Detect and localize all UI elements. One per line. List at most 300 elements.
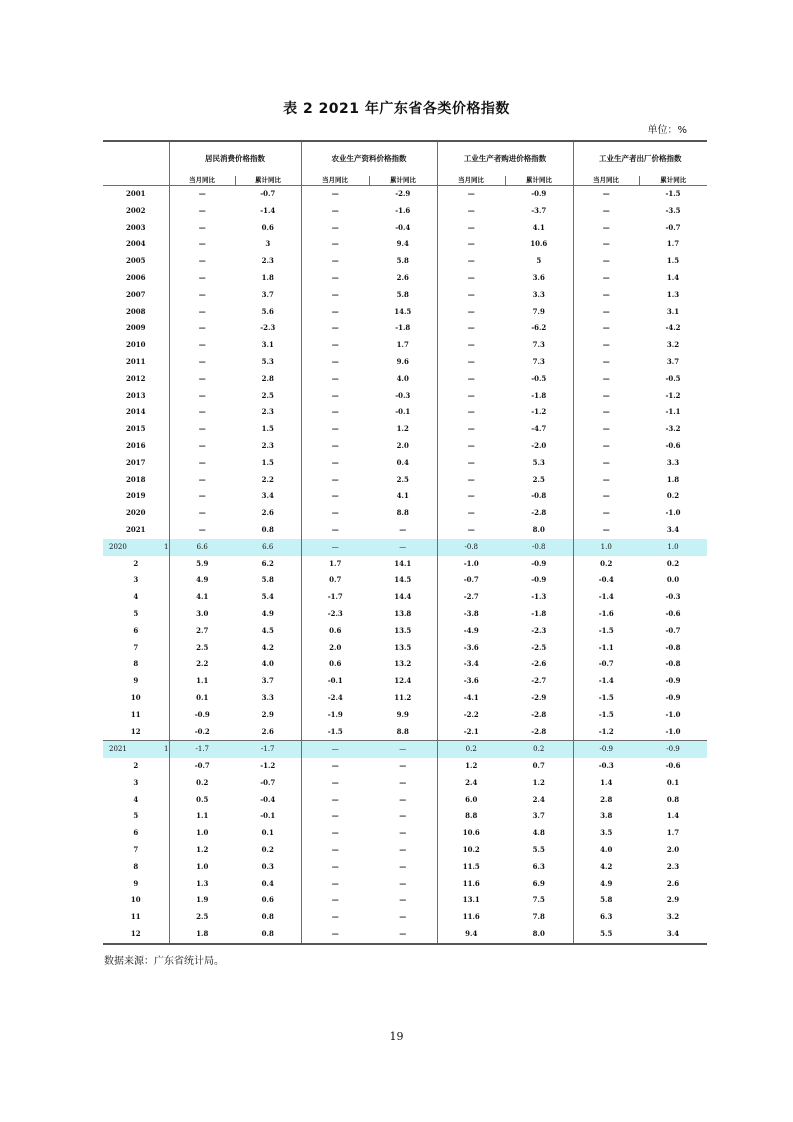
value-cell: 6.3	[505, 859, 573, 876]
value-cell: —	[369, 792, 437, 809]
annual-row	[103, 287, 707, 304]
value-cell: 0.8	[666, 794, 680, 804]
row-year: 2006	[126, 272, 146, 282]
value-cell: —	[369, 522, 437, 539]
row-year: 2013	[126, 390, 146, 400]
monthly-row-2021	[103, 909, 707, 926]
value-cell: -1.8	[505, 388, 573, 405]
value-cell: -1.2	[598, 726, 614, 736]
value-cell: 0.7	[329, 575, 342, 585]
value-cell: -1.0	[665, 709, 681, 719]
value-cell: —	[602, 508, 610, 518]
value-cell: 3.1	[235, 337, 301, 354]
value-cell: 9.4	[437, 926, 505, 944]
value-cell: 1.4	[666, 811, 680, 821]
row-year: 2021	[126, 524, 146, 534]
value-cell: 11.6	[462, 912, 480, 922]
value-cell: -0.9	[573, 741, 639, 758]
value-cell: 9.6	[369, 354, 437, 371]
value-cell: 1.2	[369, 421, 437, 438]
value-cell: —	[331, 390, 339, 400]
value-cell: -2.1	[463, 726, 479, 736]
row-year: 2016	[126, 440, 146, 450]
value-cell: 5.8	[369, 253, 437, 270]
value-cell: -1.9	[327, 709, 343, 719]
value-cell: 0.1	[235, 825, 301, 842]
monthly-row-2020	[103, 572, 707, 589]
value-cell: -1.5	[598, 692, 614, 702]
value-cell: 1.7	[666, 239, 680, 249]
value-cell: 2.6	[235, 724, 301, 741]
value-cell: 8.8	[369, 724, 437, 741]
value-cell: 7.3	[505, 354, 573, 371]
sub-header-cumulative: 累计同比	[369, 176, 437, 186]
value-cell: 0.2	[666, 491, 680, 501]
value-cell: 0.8	[235, 926, 301, 944]
value-cell: —	[602, 457, 610, 467]
row-label	[103, 270, 169, 287]
row-label	[103, 606, 169, 623]
row-label	[103, 522, 169, 539]
value-cell: 8.0	[505, 522, 573, 539]
value-cell: —	[331, 256, 339, 266]
value-cell: 1.1	[196, 811, 209, 821]
row-month: 1	[164, 745, 169, 754]
value-cell: —	[331, 222, 339, 232]
value-cell: -2.9	[369, 186, 437, 203]
annual-row	[103, 522, 707, 539]
value-cell: -0.8	[665, 659, 681, 669]
value-cell: 3.7	[505, 808, 573, 825]
row-label	[103, 589, 169, 606]
value-cell: 6.3	[600, 912, 613, 922]
value-cell: 6.2	[235, 556, 301, 573]
value-cell: —	[602, 289, 610, 299]
value-cell: 7.5	[505, 892, 573, 909]
value-cell: -0.1	[327, 676, 343, 686]
value-cell: 0.4	[235, 876, 301, 893]
value-cell: —	[467, 306, 475, 316]
value-cell: 1.7	[369, 337, 437, 354]
value-cell: —	[198, 272, 206, 282]
monthly-row-2020	[103, 707, 707, 724]
value-cell: —	[198, 356, 206, 366]
row-label	[103, 354, 169, 371]
value-cell: -3.2	[665, 424, 681, 434]
value-cell: -0.7	[235, 186, 301, 203]
header-cpi: 居民消费价格指数	[169, 141, 301, 176]
row-month: 4	[133, 592, 139, 602]
row-month: 9	[133, 878, 139, 888]
row-label	[103, 304, 169, 321]
row-year: 2002	[126, 205, 146, 215]
sub-header-cumulative: 累计同比	[505, 176, 573, 186]
value-cell: —	[467, 272, 475, 282]
value-cell: -4.2	[665, 323, 681, 333]
value-cell: 7.3	[505, 337, 573, 354]
value-cell: -2.7	[463, 592, 479, 602]
annual-row	[103, 337, 707, 354]
value-cell: —	[602, 440, 610, 450]
value-cell: 3.7	[235, 673, 301, 690]
value-cell: -0.3	[598, 761, 614, 771]
value-cell: 1.5	[235, 421, 301, 438]
row-year: 2014	[126, 407, 146, 417]
value-cell: 4.9	[196, 575, 209, 585]
value-cell: —	[331, 491, 339, 501]
annual-row	[103, 270, 707, 287]
value-cell: -0.3	[665, 592, 681, 602]
value-cell: -0.3	[369, 388, 437, 405]
value-cell: —	[467, 256, 475, 266]
value-cell: -4.9	[463, 625, 479, 635]
value-cell: —	[301, 926, 369, 944]
value-cell: —	[369, 909, 437, 926]
row-label	[103, 859, 169, 876]
value-cell: -0.9	[665, 676, 681, 686]
monthly-row-2021	[103, 758, 707, 775]
value-cell: -0.4	[235, 792, 301, 809]
value-cell: 3.1	[666, 306, 680, 316]
value-cell: -1.1	[665, 407, 681, 417]
row-month: 10	[130, 895, 141, 905]
row-label	[103, 724, 169, 741]
row-year: 2017	[126, 457, 146, 467]
row-label	[103, 741, 169, 758]
value-cell: 2.8	[600, 794, 613, 804]
value-cell: 10.6	[505, 236, 573, 253]
value-cell: —	[331, 373, 339, 383]
value-cell: -2.8	[505, 505, 573, 522]
value-cell: —	[198, 205, 206, 215]
value-cell: -1.8	[505, 606, 573, 623]
annual-row	[103, 388, 707, 405]
row-label	[103, 707, 169, 724]
value-cell: 4.5	[235, 623, 301, 640]
row-month: 7	[133, 642, 139, 652]
value-cell: -3.8	[463, 608, 479, 618]
value-cell: —	[198, 440, 206, 450]
value-cell: 4.2	[235, 640, 301, 657]
value-cell: -1.7	[169, 741, 235, 758]
price-index-table	[103, 140, 707, 945]
value-cell: 0.2	[437, 741, 505, 758]
row-label	[103, 758, 169, 775]
value-cell: -0.1	[235, 808, 301, 825]
value-cell: 10.2	[462, 845, 480, 855]
value-cell: -0.6	[665, 440, 681, 450]
monthly-row-2020	[103, 656, 707, 673]
value-cell: 2.5	[235, 388, 301, 405]
monthly-row-2021	[103, 741, 707, 758]
row-label	[103, 488, 169, 505]
value-cell: -0.5	[665, 373, 681, 383]
row-label	[103, 438, 169, 455]
value-cell: —	[331, 761, 339, 771]
value-cell: 0.8	[235, 909, 301, 926]
annual-row	[103, 438, 707, 455]
value-cell: 14.5	[369, 572, 437, 589]
value-cell: 0.2	[235, 842, 301, 859]
value-cell: —	[467, 356, 475, 366]
row-label	[103, 320, 169, 337]
row-label	[103, 186, 169, 203]
value-cell: -1.6	[598, 608, 614, 618]
value-cell: 0.2	[505, 741, 573, 758]
value-cell: 0.5	[196, 794, 209, 804]
value-cell: —	[467, 340, 475, 350]
value-cell: —	[467, 491, 475, 501]
annual-row	[103, 354, 707, 371]
value-cell: 0.3	[235, 859, 301, 876]
monthly-row-2021	[103, 859, 707, 876]
value-cell: —	[467, 189, 475, 198]
value-cell: —	[602, 407, 610, 417]
value-cell: -1.6	[369, 203, 437, 220]
annual-row	[103, 505, 707, 522]
annual-row	[103, 253, 707, 270]
value-cell: —	[369, 825, 437, 842]
value-cell: 8.8	[465, 811, 478, 821]
value-cell: -2.8	[505, 724, 573, 741]
value-cell: 0.8	[235, 522, 301, 539]
value-cell: 1.8	[169, 926, 235, 944]
value-cell: -2.3	[327, 608, 343, 618]
row-label	[103, 775, 169, 792]
value-cell: -1.3	[505, 589, 573, 606]
value-cell: -1.7	[327, 592, 343, 602]
value-cell: 8.0	[505, 926, 573, 944]
row-label	[103, 404, 169, 421]
value-cell: —	[467, 474, 475, 484]
value-cell: —	[467, 440, 475, 450]
row-label	[103, 640, 169, 657]
value-cell: -1.5	[665, 189, 681, 198]
value-cell: -1.2	[505, 404, 573, 421]
row-label	[103, 690, 169, 707]
value-cell: -2.4	[327, 692, 343, 702]
sub-header-monthly: 当月同比	[437, 176, 505, 186]
monthly-row-2020	[103, 673, 707, 690]
value-cell: 3.8	[600, 811, 613, 821]
value-cell: 11.2	[369, 690, 437, 707]
value-cell: 2.0	[369, 438, 437, 455]
value-cell: —	[198, 474, 206, 484]
value-cell: —	[331, 794, 339, 804]
value-cell: -3.5	[665, 205, 681, 215]
value-cell: 3.0	[196, 608, 209, 618]
annual-row	[103, 220, 707, 237]
value-cell: 0.2	[600, 558, 613, 568]
value-cell: -0.9	[505, 572, 573, 589]
row-label	[103, 556, 169, 573]
value-cell: 0.2	[666, 558, 680, 568]
value-cell: 5.4	[235, 589, 301, 606]
value-cell: 1.0	[196, 828, 209, 838]
value-cell: —	[198, 340, 206, 350]
value-cell: 3.2	[666, 912, 680, 922]
annual-row	[103, 236, 707, 253]
value-cell: 0.6	[329, 659, 342, 669]
value-cell: 6.6	[169, 539, 235, 556]
value-cell: —	[331, 861, 339, 871]
value-cell: —	[602, 272, 610, 282]
value-cell: 13.2	[369, 656, 437, 673]
value-cell: 1.2	[196, 845, 209, 855]
value-cell: 0.0	[666, 575, 680, 585]
value-cell: —	[369, 876, 437, 893]
value-cell: 0.4	[369, 455, 437, 472]
value-cell: —	[602, 306, 610, 316]
value-cell: -3.6	[463, 642, 479, 652]
value-cell: 0.6	[235, 220, 301, 237]
annual-row	[103, 472, 707, 489]
value-cell: 3.7	[235, 287, 301, 304]
value-cell: 7.8	[505, 909, 573, 926]
value-cell: -1.5	[598, 709, 614, 719]
page-number: 19	[389, 1030, 404, 1043]
value-cell: 2.5	[196, 642, 209, 652]
data-source-note: 数据来源：广东省统计局。	[104, 956, 224, 967]
value-cell: 5	[505, 253, 573, 270]
value-cell: —	[467, 407, 475, 417]
value-cell: 1.8	[666, 474, 680, 484]
row-year: 2001	[126, 189, 146, 198]
value-cell: 3.3	[235, 690, 301, 707]
value-cell: -1.5	[598, 625, 614, 635]
value-cell: -0.1	[369, 404, 437, 421]
row-month: 2	[133, 558, 139, 568]
value-cell: —	[331, 323, 339, 333]
value-cell: -0.7	[194, 761, 210, 771]
row-label	[103, 572, 169, 589]
value-cell: —	[467, 508, 475, 518]
value-cell: -6.2	[505, 320, 573, 337]
row-month: 9	[133, 676, 139, 686]
value-cell: —	[369, 859, 437, 876]
row-month: 5	[133, 811, 139, 821]
table-title: 表 2 2021 年广东省各类价格指数	[283, 101, 510, 117]
row-label	[103, 220, 169, 237]
value-cell: -0.6	[665, 608, 681, 618]
row-month: 12	[130, 726, 141, 736]
value-cell: -0.8	[437, 539, 505, 556]
value-cell: —	[369, 539, 437, 556]
row-month: 8	[133, 659, 139, 669]
row-month: 3	[133, 777, 139, 787]
value-cell: —	[467, 323, 475, 333]
value-cell: —	[602, 373, 610, 383]
value-cell: —	[602, 189, 610, 198]
value-cell: —	[331, 289, 339, 299]
row-label	[103, 623, 169, 640]
group-header-row	[103, 141, 707, 176]
value-cell: 1.8	[235, 270, 301, 287]
value-cell: -4.1	[463, 692, 479, 702]
row-year: 2011	[126, 356, 146, 366]
value-cell: 5.6	[235, 304, 301, 321]
value-cell: —	[301, 741, 369, 758]
value-cell: 1.5	[235, 455, 301, 472]
row-label	[103, 825, 169, 842]
value-cell: 2.2	[196, 659, 209, 669]
value-cell: —	[331, 508, 339, 518]
value-cell: —	[467, 524, 475, 534]
row-label	[103, 236, 169, 253]
monthly-row-2021	[103, 842, 707, 859]
value-cell: —	[467, 239, 475, 249]
value-cell: -2.0	[505, 438, 573, 455]
row-label	[103, 287, 169, 304]
value-cell: 0.1	[666, 777, 680, 787]
value-cell: 4.9	[600, 878, 613, 888]
value-cell: —	[331, 340, 339, 350]
value-cell: 2.0	[666, 845, 680, 855]
value-cell: —	[331, 777, 339, 787]
value-cell: —	[602, 424, 610, 434]
monthly-row-2020	[103, 623, 707, 640]
row-label	[103, 673, 169, 690]
value-cell: 7.9	[505, 304, 573, 321]
value-cell: —	[602, 323, 610, 333]
value-cell: —	[602, 524, 610, 534]
annual-row	[103, 186, 707, 203]
value-cell: 1.0	[639, 539, 707, 556]
row-month: 11	[130, 912, 141, 922]
sub-header-monthly: 当月同比	[169, 176, 235, 186]
value-cell: —	[198, 508, 206, 518]
row-label	[103, 926, 169, 944]
value-cell: 1.7	[666, 828, 680, 838]
row-month: 7	[133, 845, 139, 855]
value-cell: 3.5	[600, 828, 613, 838]
row-label	[103, 505, 169, 522]
value-cell: 2.6	[666, 878, 680, 888]
value-cell: -4.7	[505, 421, 573, 438]
value-cell: —	[369, 808, 437, 825]
value-cell: 4.1	[196, 592, 209, 602]
value-cell: 4.9	[235, 606, 301, 623]
annual-row	[103, 203, 707, 220]
value-cell: -3.6	[463, 676, 479, 686]
value-cell: 6.6	[235, 539, 301, 556]
value-cell: -2.8	[505, 707, 573, 724]
value-cell: 4.8	[505, 825, 573, 842]
row-month: 4	[133, 794, 139, 804]
value-cell: —	[467, 222, 475, 232]
row-month: 3	[133, 575, 139, 585]
value-cell: -1.2	[235, 758, 301, 775]
value-cell: —	[198, 222, 206, 232]
value-cell: -0.7	[463, 575, 479, 585]
annual-row	[103, 371, 707, 388]
value-cell: -0.7	[665, 625, 681, 635]
value-cell: -2.5	[505, 640, 573, 657]
value-cell: —	[331, 474, 339, 484]
corner-cell	[103, 176, 169, 186]
value-cell: 5.3	[235, 354, 301, 371]
value-cell: 3.3	[666, 457, 680, 467]
value-cell: —	[467, 390, 475, 400]
value-cell: -0.4	[369, 220, 437, 237]
value-cell: —	[369, 842, 437, 859]
value-cell: —	[198, 256, 206, 266]
value-cell: —	[602, 256, 610, 266]
value-cell: —	[602, 239, 610, 249]
value-cell: 13.5	[369, 640, 437, 657]
value-cell: 9.4	[369, 236, 437, 253]
row-label	[103, 539, 169, 556]
